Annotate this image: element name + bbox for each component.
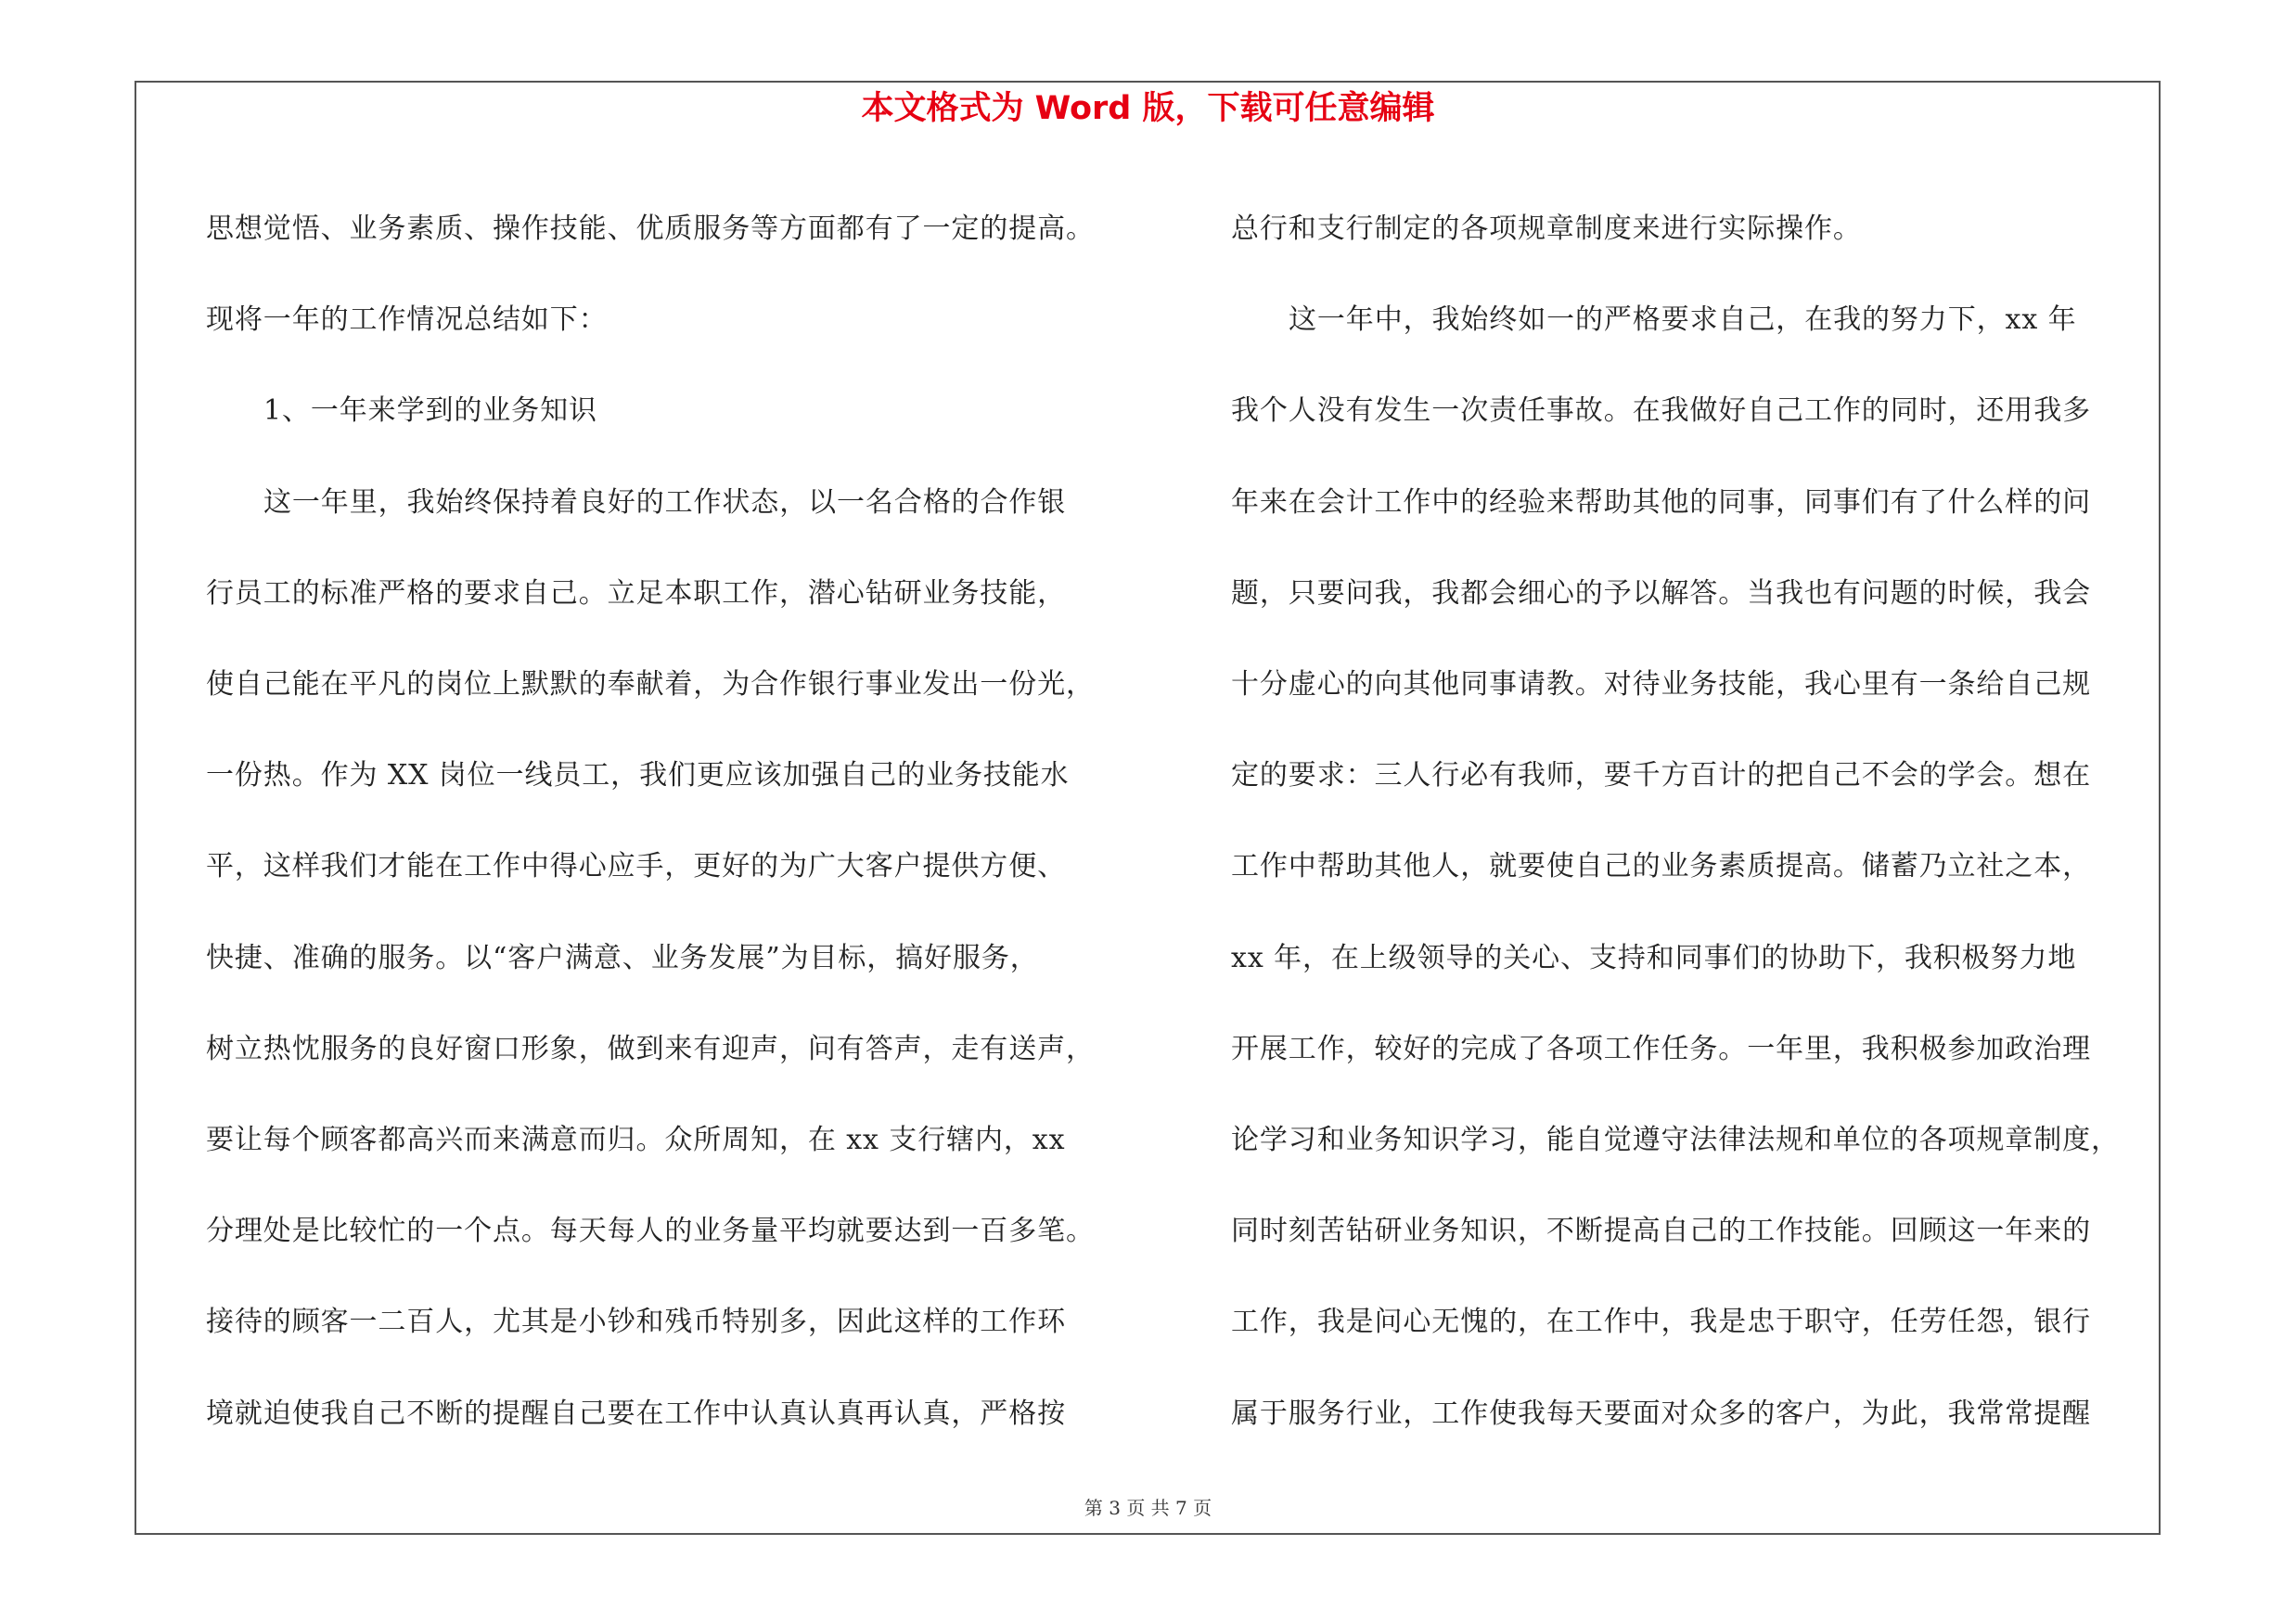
paragraph-line: 分理处是比较忙的一个点。每天每人的业务量平均就要达到一百多笔。 [206,1215,1095,1248]
page-number: 第 3 页 共 7 页 [1084,1497,1212,1519]
paragraph-line: 一份热。作为 XX 岗位一线员工，我们更应该加强自己的业务技能水 [206,759,1070,792]
paragraph-line: 总行和支行制定的各项规章制度来进行实际操作。 [1231,213,1862,245]
left-column [206,184,1134,1460]
header-banner: 本文格式为 Word 版，下载可任意编辑 [861,90,1435,127]
paragraph-line: 境就迫使我自己不断的提醒自己要在工作中认真认真再认真，严格按 [206,1397,1066,1430]
paragraph-line: 十分虚心的向其他同事请教。对待业务技能，我心里有一条给自己规 [1231,668,2091,702]
paragraph-line: 这一年中，我始终如一的严格要求自己，在我的努力下，xx 年 [1289,303,2077,337]
paragraph-line: 思想觉悟、业务素质、操作技能、优质服务等方面都有了一定的提高。 [206,213,1095,245]
paragraph-line: 这一年里，我始终保持着良好的工作状态，以一名合格的合作银 [263,485,1067,519]
paragraph-line: 论学习和业务知识学习，能自觉遵守法律法规和单位的各项规章制度， [1231,1124,2120,1157]
paragraph-line: 现将一年的工作情况总结如下： [206,303,608,337]
paragraph-line: 接待的顾客一二百人，尤其是小钞和残币特别多，因此这样的工作环 [206,1306,1066,1339]
section-heading: 1、一年来学到的业务知识 [263,394,597,428]
paragraph-line: xx 年，在上级领导的关心、支持和同事们的协助下，我积极努力地 [1231,941,2077,974]
paragraph-line: 平，这样我们才能在工作中得心应手，更好的为广大客户提供方便、 [206,850,1066,883]
paragraph-line: 行员工的标准严格的要求自己。立足本职工作，潜心钻研业务技能， [206,576,1066,610]
paragraph-line: 题，只要问我，我都会细心的予以解答。当我也有问题的时候，我会 [1231,576,2091,610]
paragraph-line: 工作，我是问心无愧的，在工作中，我是忠于职守，任劳任怨，银行 [1231,1306,2091,1339]
paragraph-line: 同时刻苦钻研业务知识，不断提高自己的工作技能。回顾这一年来的 [1231,1215,2091,1248]
paragraph-line: 快捷、准确的服务。以“客户满意、业务发展”为目标，搞好服务， [206,941,1039,974]
paragraph-line: 年来在会计工作中的经验来帮助其他的同事，同事们有了什么样的问 [1231,485,2091,519]
right-column [1231,184,2159,1460]
paragraph-line: 开展工作，较好的完成了各项工作任务。一年里，我积极参加政治理 [1231,1032,2091,1065]
paragraph-line: 树立热忱服务的良好窗口形象，做到来有迎声，问有答声，走有送声， [206,1032,1095,1065]
paragraph-line: 要让每个顾客都高兴而来满意而归。众所周知，在 xx 支行辖内，xx [206,1124,1066,1157]
paragraph-line: 工作中帮助其他人，就要使自己的业务素质提高。储蓄乃立社之本， [1231,850,2091,883]
paragraph-line: 我个人没有发生一次责任事故。在我做好自己工作的同时，还用我多 [1231,394,2091,428]
paragraph-line: 属于服务行业，工作使我每天要面对众多的客户，为此，我常常提醒 [1231,1397,2091,1430]
paragraph-line: 定的要求：三人行必有我师，要千方百计的把自己不会的学会。想在 [1231,759,2091,792]
paragraph-line: 使自己能在平凡的岗位上默默的奉献着，为合作银行事业发出一份光， [206,668,1095,702]
